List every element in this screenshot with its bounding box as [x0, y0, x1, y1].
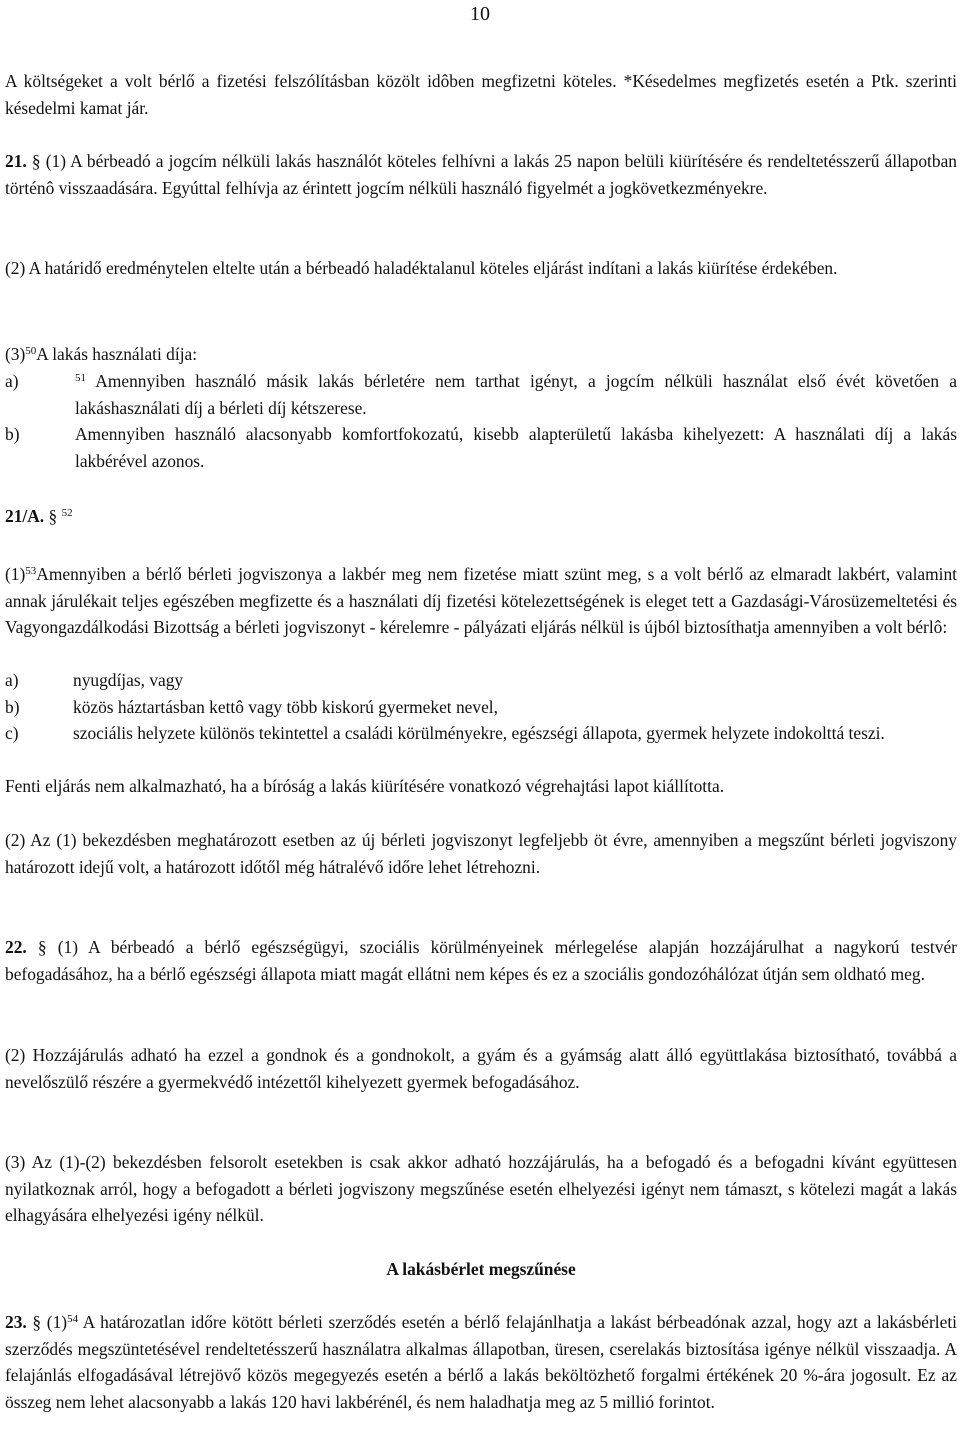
section-sign: § — [48, 506, 58, 526]
section-22-paragraph-2: (2) Hozzájárulás adható ha ezzel a gondnok és a gondnokolt, a gyám és a gyámság alatt álló együttlakása biztosítható, továbbá a nevelőszülő részére a gyermekvédő intézettől kihelyezett gyermek befogadásához. — [5, 1045, 957, 1092]
item-label: a) — [5, 371, 19, 391]
section-21a-heading — [5, 503, 957, 530]
paragraph-number: (1) — [46, 1312, 68, 1332]
section-21-paragraph-1 — [5, 148, 957, 201]
section-21a-closing: Fenti eljárás nem alkalmazható, ha a bíróság a lakás kiürítésére vonatkozó végrehajtási lapot kiállította. — [5, 776, 725, 796]
section-21-paragraph-3 — [5, 341, 957, 368]
item-text: közös háztartásban kettô vagy több kiskorú gyermeket nevel, — [73, 697, 498, 717]
paragraph-text: A lakás használati díja: — [36, 344, 198, 364]
section-sign: § — [32, 1312, 42, 1332]
footnote-ref-50: 50 — [25, 345, 37, 357]
section-21-number: 21. — [5, 151, 27, 171]
item-label: a) — [5, 670, 19, 690]
footnote-ref-51: 51 — [75, 372, 86, 384]
section-22-paragraph-1 — [5, 934, 957, 987]
intro-paragraph: A költségeket a volt bérlő a fizetési felszólításban közölt idôben megfizetni köteles. *Késedelmes megfizetés esetén a Ptk. szerinti késedelmi kamat jár. — [5, 71, 957, 118]
paragraph-number: (3) — [5, 344, 26, 364]
section-21a-number: 21/A. — [5, 506, 45, 526]
paragraph-number: (1) — [5, 564, 26, 584]
page-number: 10 — [470, 3, 490, 25]
item-label: b) — [5, 424, 20, 444]
paragraph-text: Amennyiben a bérlő bérleti jogviszonya a lakbér meg nem fizetése miatt szünt meg, s a volt bérlő az elmaradt lakbért, valamint annak járulékait teljes egészében megfizette és a használati díj fizetési kötelezettségének is eleget tett a Gazdasági-Városüzemeltetési és Vagyongazdálkodási Bizottság a bérleti jogviszonyt - kérelemre - pályázati eljárás nélkül is újból biztosíthatja amennyiben a volt bérlô: — [5, 564, 957, 637]
section-sign: § — [37, 937, 47, 957]
item-text: Amennyiben használó másik lakás bérletére nem tarthat igényt, a jogcím nélküli használat első évét követően a lakáshasználati díj a bérleti díj kétszerese. — [75, 371, 957, 418]
section-23-paragraph-1 — [5, 1309, 957, 1415]
item-text: Amennyiben használó alacsonyabb komfortfokozatú, kisebb alapterületű lakásba kihelyezett: A használati díj a lakás lakbérével azonos. — [75, 424, 957, 471]
item-text: szociális helyzete különös tekintettel a családi körülményekre, egészségi állapota, gyermek helyzete indokolttá teszi. — [73, 723, 885, 743]
chapter-heading: A lakásbérlet megszűnése — [386, 1259, 576, 1279]
item-label: c) — [5, 723, 19, 743]
paragraph-text: A határozatlan időre kötött bérleti szerződés esetén a bérlő felajánlhatja a lakást bérbeadónak azzal, hogy azt a lakásbérleti szerződés megszüntetésével rendeltetésszerű használatra alkalmas állapotban, üresen, cserelakás biztosítása igénye nélkül visszaadja. A felajánlás elfogadásával létrejövő közös megegyezés esetén a bérlő a lakás beköltözhető forgalmi értékének 20 %-ára jogosult. Ez az összeg nem lehet alacsonyabb a lakás 120 havi lakbérénél, és nem haladhatja meg az 5 millió forintot. — [5, 1312, 957, 1412]
section-23-number: 23. — [5, 1312, 27, 1332]
section-21a-paragraph-1 — [5, 561, 957, 641]
item-label: b) — [5, 697, 20, 717]
item-text: nyugdíjas, vagy — [73, 670, 184, 690]
footnote-ref-52: 52 — [61, 507, 73, 519]
section-22-paragraph-3: (3) Az (1)-(2) bekezdésben felsorolt esetekben is csak akkor adható hozzájárulás, ha a befogadó és a befogadni kívánt együttesen nyilatkoznak arról, hogy a befogadott a bérleti jogviszony megszűnése esetén elhelyezési igényt nem támaszt, s kötelezi magát a lakás elhagyására elhelyezési igény nélkül. — [5, 1152, 957, 1225]
section-21a-paragraph-2: (2) Az (1) bekezdésben meghatározott esetben az új bérleti jogviszonyt legfeljebb öt évre, amennyiben a megszűnt bérleti jogviszony határozott idejű volt, a határozott időtől még hátralévő időre lehet létrehozni. — [5, 830, 957, 877]
section-21-paragraph-2: (2) A határidő eredménytelen eltelte után a bérbeadó haladéktalanul köteles eljárást indítani a lakás kiürítése érdekében. — [5, 258, 838, 278]
section-22-number: 22. — [5, 937, 27, 957]
footnote-ref-54: 54 — [67, 1313, 79, 1325]
paragraph-text: (1) A bérbeadó a bérlő egészségügyi, szociális körülményeinek mérlegelése alapján hozzájárulhat a nagykorú testvér befogadásához, ha a bérlő egészségi állapota miatt magát ellátni nem képes és ez a szociális gondozóhálózat útján sem oldható meg. — [5, 937, 957, 984]
section-21-p1-b: Egyúttal felhívja az érintett jogcím nélküli használó figyelmét a jogkövetkezményekre. — [161, 177, 768, 198]
footnote-ref-53: 53 — [25, 565, 37, 577]
section-21-p1-a: (1) A bérbeadó a jogcím nélküli lakás használót köteles felhívni a lakás 25 napon belüli kiürítésére és rendeltetésszerű állapotban történô visszaadására. — [5, 151, 958, 198]
section-sign: § — [31, 151, 41, 171]
